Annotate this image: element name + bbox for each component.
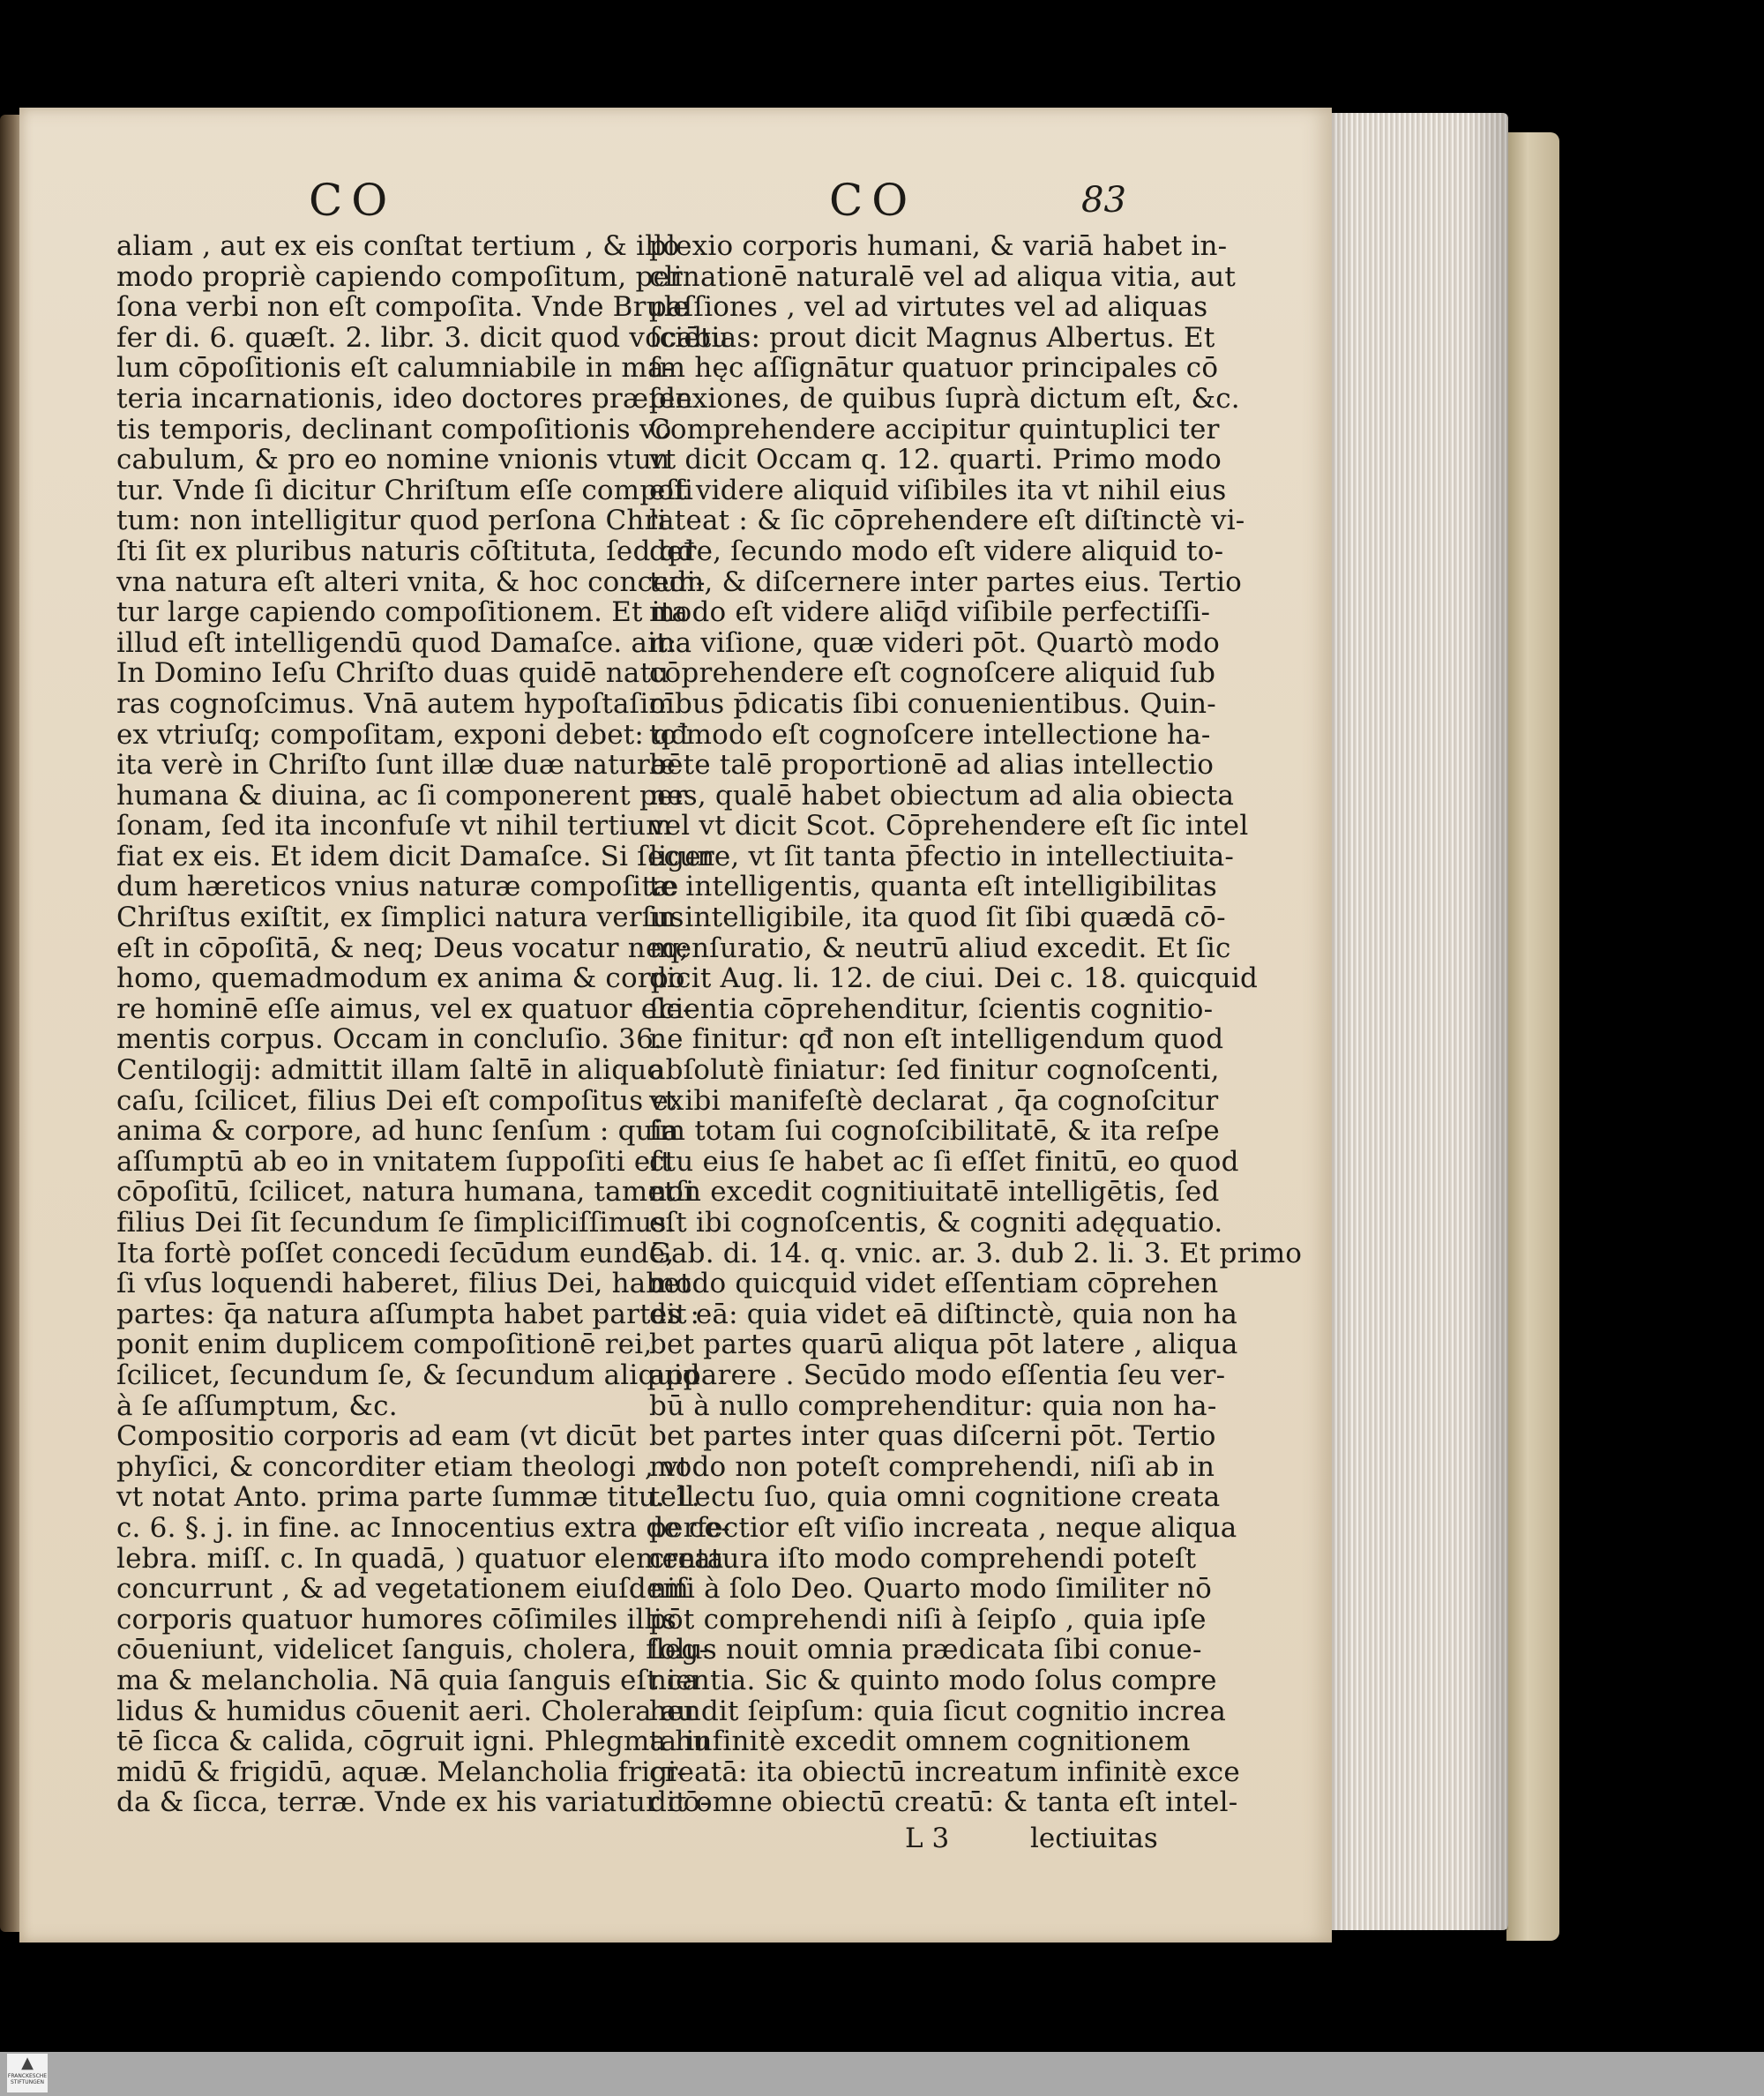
text-line: tum: non intelligitur quod perſona Chri xyxy=(116,505,667,537)
text-line: modo eſt videre aliq̄d viſibile perfectiſſi- xyxy=(649,596,1211,629)
text-line: ſti ſit ex pluribus naturis cōſtituta, ſed qđ xyxy=(116,535,695,567)
signature-mark: L 3 xyxy=(905,1823,950,1854)
text-line: vt ibi manifeſtè declarat , q̄a cognoſcitur xyxy=(649,1084,1219,1117)
text-line: partes: q̄a natura aſſumpta habet partes : xyxy=(116,1298,700,1330)
text-line: anima & corpore, ad hunc ſenſum : quia xyxy=(116,1115,679,1148)
library-logo xyxy=(7,2054,48,2092)
page-number: 83 xyxy=(1081,180,1126,221)
text-line: creatā: ita obiectū increatum infinitè exce xyxy=(649,1755,1240,1788)
text-line: ctu eius ſe habet ac ſi eſſet finitū, eo quod xyxy=(649,1145,1239,1178)
text-line: bet partes inter quas diſcerni pōt. Tertio xyxy=(649,1420,1216,1453)
text-line: creatura iſto modo comprehendi poteſt xyxy=(649,1542,1197,1575)
text-column-left xyxy=(116,230,730,1819)
library-logo-line2: STIFTUNGEN xyxy=(10,2079,45,2085)
text-line: ta infinitè excedit omnem cognitionem xyxy=(649,1725,1191,1758)
text-line: caſu, ſcilicet, filius Dei eſt compoſitus ex xyxy=(116,1084,684,1117)
text-line: vt dicit Occam q. 12. quarti. Primo modo xyxy=(649,444,1222,476)
text-line: lebra. miſſ. c. In quadā, ) quatuor elementa xyxy=(116,1542,724,1575)
text-line: aſſumptū ab eo in vnitatem ſuppoſiti eſt xyxy=(116,1145,672,1178)
text-line: re hominē eſſe aimus, vel ex quatuor ele- xyxy=(116,992,692,1025)
book-cover-edge xyxy=(1506,132,1559,1941)
text-line: illud eſt intelligendū quod Damaſce. ait: xyxy=(116,626,677,659)
text-line: corporis quatuor humores cōſimiles illis xyxy=(116,1603,677,1636)
text-line: dum hæreticos vnius naturæ compoſitæ xyxy=(116,871,679,903)
text-line: c. 6. §. j. in fine. ac Innocentius extra de ce- xyxy=(116,1511,730,1544)
viewer-bottom-bar xyxy=(0,2052,1764,2096)
library-logo-icon: ▲ xyxy=(21,2054,34,2072)
text-line: vna natura eſt alteri vnita, & hoc concedi- xyxy=(116,565,706,598)
text-line: mentis corpus. Occam in concluſio. 36. xyxy=(116,1023,663,1056)
text-line: concurrunt , & ad vegetationem eiuſdem xyxy=(116,1573,690,1606)
text-line: abſolutè finiatur: ſed finitur cognoſcenti, xyxy=(649,1054,1220,1087)
text-line: bet partes quarū aliqua pōt latere , aliqua xyxy=(649,1329,1238,1361)
text-line: fer di. 6. quæſt. 2. libr. 3. dicit quod vocabu xyxy=(116,321,729,354)
library-logo-line1: FRANCKESCHE xyxy=(7,2073,48,2079)
text-line: cōprehendere eſt cognoſcere aliquid ſub xyxy=(649,657,1216,690)
text-line: bēte talē proportionē ad alias intellectio xyxy=(649,749,1215,782)
text-line: teria incarnationis, ideo doctores præſen xyxy=(116,382,693,415)
running-head-right: CO xyxy=(829,175,917,226)
page-block-edge xyxy=(1314,113,1508,1930)
text-line: modo non poteſt comprehendi, niſi ab in xyxy=(649,1450,1215,1483)
text-line: ſona verbi non eſt compoſita. Vnde Brule xyxy=(116,291,690,324)
text-line: ſm hęc aſſignātur quatuor principales cō xyxy=(649,352,1219,385)
text-line: ras cognoſcimus. Vnā autem hypoſtaſim xyxy=(116,687,676,720)
catchword: lectiuitas xyxy=(1030,1823,1158,1854)
text-line: dere, ſecundo modo eſt videre aliquid to- xyxy=(649,535,1224,567)
text-line: ſciētias: prout dicit Magnus Albertus. Et xyxy=(649,321,1215,354)
text-line: in intelligibile, ita quod ſit ſibi quædā cō- xyxy=(649,902,1226,934)
text-line: to modo eſt cognoſcere intellectione ha- xyxy=(649,718,1211,751)
text-line: filius Dei ſit ſecundum ſe ſimpliciſſimus. xyxy=(116,1207,676,1239)
text-line: aliam , aut ex eis conſtat tertium , & illo xyxy=(116,230,680,262)
text-line: lateat : & ſic cōprehendere eſt diſtinctè vi- xyxy=(649,505,1245,537)
text-line: ligere, vt ſit tanta p̄fectio in intellectiuita- xyxy=(649,840,1235,872)
text-line: dit eā: quia videt eā diſtinctè, quia non ha xyxy=(649,1298,1238,1330)
text-line: non excedit cognitiuitatē intelligētis, ſed xyxy=(649,1176,1220,1209)
text-line: tur. Vnde ſi dicitur Chriſtum eſſe compoſi xyxy=(116,474,694,506)
text-line: pōt comprehendi niſi à ſeipſo , quia ipſe xyxy=(649,1603,1207,1636)
text-line: ſi vſus loquendi haberet, filius Dei, habet xyxy=(116,1268,691,1300)
text-line: ſcientia cōprehenditur, ſcientis cognitio- xyxy=(649,992,1214,1025)
text-line: nes, qualē habet obiectum ad alia obiecta xyxy=(649,779,1235,812)
text-line: ne finitur: qđ non eſt intelligendum quod xyxy=(649,1023,1224,1056)
text-line: vel vt dicit Scot. Cōprehendere eſt ſic intel xyxy=(649,810,1249,842)
text-line: clinationē naturalē vel ad aliqua vitia, aut xyxy=(649,260,1237,293)
text-line: lidus & humidus cōuenit aeri. Cholera au xyxy=(116,1695,695,1727)
text-line: cabulum, & pro eo nomine vnionis vtun xyxy=(116,444,670,476)
text-line: ex vtriuſq; compoſitam, exponi debet: qđ xyxy=(116,718,689,751)
running-head-left: CO xyxy=(309,175,397,226)
text-line: perfectior eſt viſio increata , neque aliqua xyxy=(649,1511,1237,1544)
text-line: Centilogij: admittit illam ſaltē in aliquo xyxy=(116,1054,664,1087)
text-line: ma & melancholia. Nā quia ſanguis eſt ca xyxy=(116,1664,699,1696)
text-line: plexiones, de quibus ſuprà dictum eſt, &c. xyxy=(649,382,1240,415)
text-line: tellectu ſuo, quia omni cognitione creata xyxy=(649,1481,1221,1514)
text-line: Comprehendere accipitur quintuplici ter xyxy=(649,413,1220,445)
text-line: plexio corporis humani, & variā habet in- xyxy=(649,230,1228,262)
text-line: bū à nullo comprehenditur: quia non ha- xyxy=(649,1389,1217,1422)
text-line: menſuratio, & neutrū aliud excedit. Et ſic xyxy=(649,932,1231,964)
text-line: tis temporis, declinant compoſitionis vo xyxy=(116,413,672,445)
text-line: ma viſione, quæ videri pōt. Quartò modo xyxy=(649,626,1220,659)
text-line: homo, quemadmodum ex anima & corpo xyxy=(116,962,685,995)
text-line: In Domino Ieſu Chriſto duas quidē natu xyxy=(116,657,669,690)
text-line: tur large capiendo compoſitionem. Et ita xyxy=(116,596,689,629)
text-line: oībus p̄dicatis ſibi conuenientibus. Quin- xyxy=(649,687,1216,720)
text-line: Compositio corporis ad eam (vt dicūt xyxy=(116,1420,637,1453)
text-line: ponit enim duplicem compoſitionē rei, xyxy=(116,1329,653,1361)
text-line: hendit ſeipſum: quia ſicut cognitio increa xyxy=(649,1695,1227,1727)
text-line: ſonam, ſed ita inconfuſe vt nihil tertium xyxy=(116,810,672,842)
text-line: apparere . Secūdo modo eſſentia ſeu ver- xyxy=(649,1359,1226,1391)
text-line: ita verè in Chriſto ſunt illæ duæ naturæ xyxy=(116,749,676,782)
text-line: ſolus nouit omnia prædicata ſibi conue- xyxy=(649,1634,1202,1666)
text-column-right xyxy=(649,230,1303,1819)
text-line: eſt ibi cognoſcentis, & cogniti adęquatio. xyxy=(649,1207,1223,1239)
text-line: niſi à ſolo Deo. Quarto modo ſimiliter nō xyxy=(649,1573,1212,1606)
text-line: nientia. Sic & quinto modo ſolus compre xyxy=(649,1664,1217,1696)
text-line: paſſiones , vel ad virtutes vel ad aliquas xyxy=(649,291,1208,324)
text-line: ſcilicet, ſecundum ſe, & ſecundum aliquid xyxy=(116,1359,700,1391)
text-line: ſm totam ſui cognoſcibilitatē, & ita reſpe xyxy=(649,1115,1220,1148)
text-line: midū & frigidū, aquæ. Melancholia frigi- xyxy=(116,1755,687,1788)
text-line: à ſe aſſumptum, &c. xyxy=(116,1389,398,1422)
text-line: da & ſicca, terræ. Vnde ex his variatur cō- xyxy=(116,1786,710,1819)
text-line: dit omne obiectū creatū: & tanta eſt intel- xyxy=(649,1786,1238,1819)
text-line: cōpoſitū, ſcilicet, natura humana, tametſi xyxy=(116,1176,695,1209)
text-line: Ita fortè poſſet concedi ſecūdum eundē, xyxy=(116,1237,675,1269)
text-line: dicit Aug. li. 12. de ciui. Dei c. 18. quicquid xyxy=(649,962,1259,995)
text-line: te intelligentis, quanta eſt intelligibilitas xyxy=(649,871,1218,903)
text-line: humana & diuina, ac ſi componerent per xyxy=(116,779,687,812)
text-line: modo propriè capiendo compoſitum, per xyxy=(116,260,684,293)
text-line: lum cōpoſitionis eſt calumniabile in ma- xyxy=(116,352,674,385)
text-line: Chriſtus exiſtit, ex ſimplici natura verſus xyxy=(116,902,684,934)
text-line: cōueniunt, videlicet ſanguis, cholera, fleg- xyxy=(116,1634,709,1666)
text-line: Gab. di. 14. q. vnic. ar. 3. dub 2. li. 3. Et primo xyxy=(649,1237,1303,1269)
text-line: vt notat Anto. prima parte ſummæ titu. 1. xyxy=(116,1481,700,1514)
text-line: eſt in cōpoſitā, & neq; Deus vocatur neq; xyxy=(116,932,690,964)
text-line: eſt videre aliquid viſibiles ita vt nihil eius xyxy=(649,474,1227,506)
text-line: fiat ex eis. Et idem dicit Damaſce. Si ſecun xyxy=(116,840,715,872)
text-line: tum, & diſcernere inter partes eius. Tertio xyxy=(649,565,1243,598)
text-line: tē ſicca & calida, cōgruit igni. Phlegma hu xyxy=(116,1725,711,1758)
text-line: modo quicquid videt eſſentiam cōprehen xyxy=(649,1268,1219,1300)
text-line: phyſici, & concorditer etiam theologi , vt xyxy=(116,1450,690,1483)
